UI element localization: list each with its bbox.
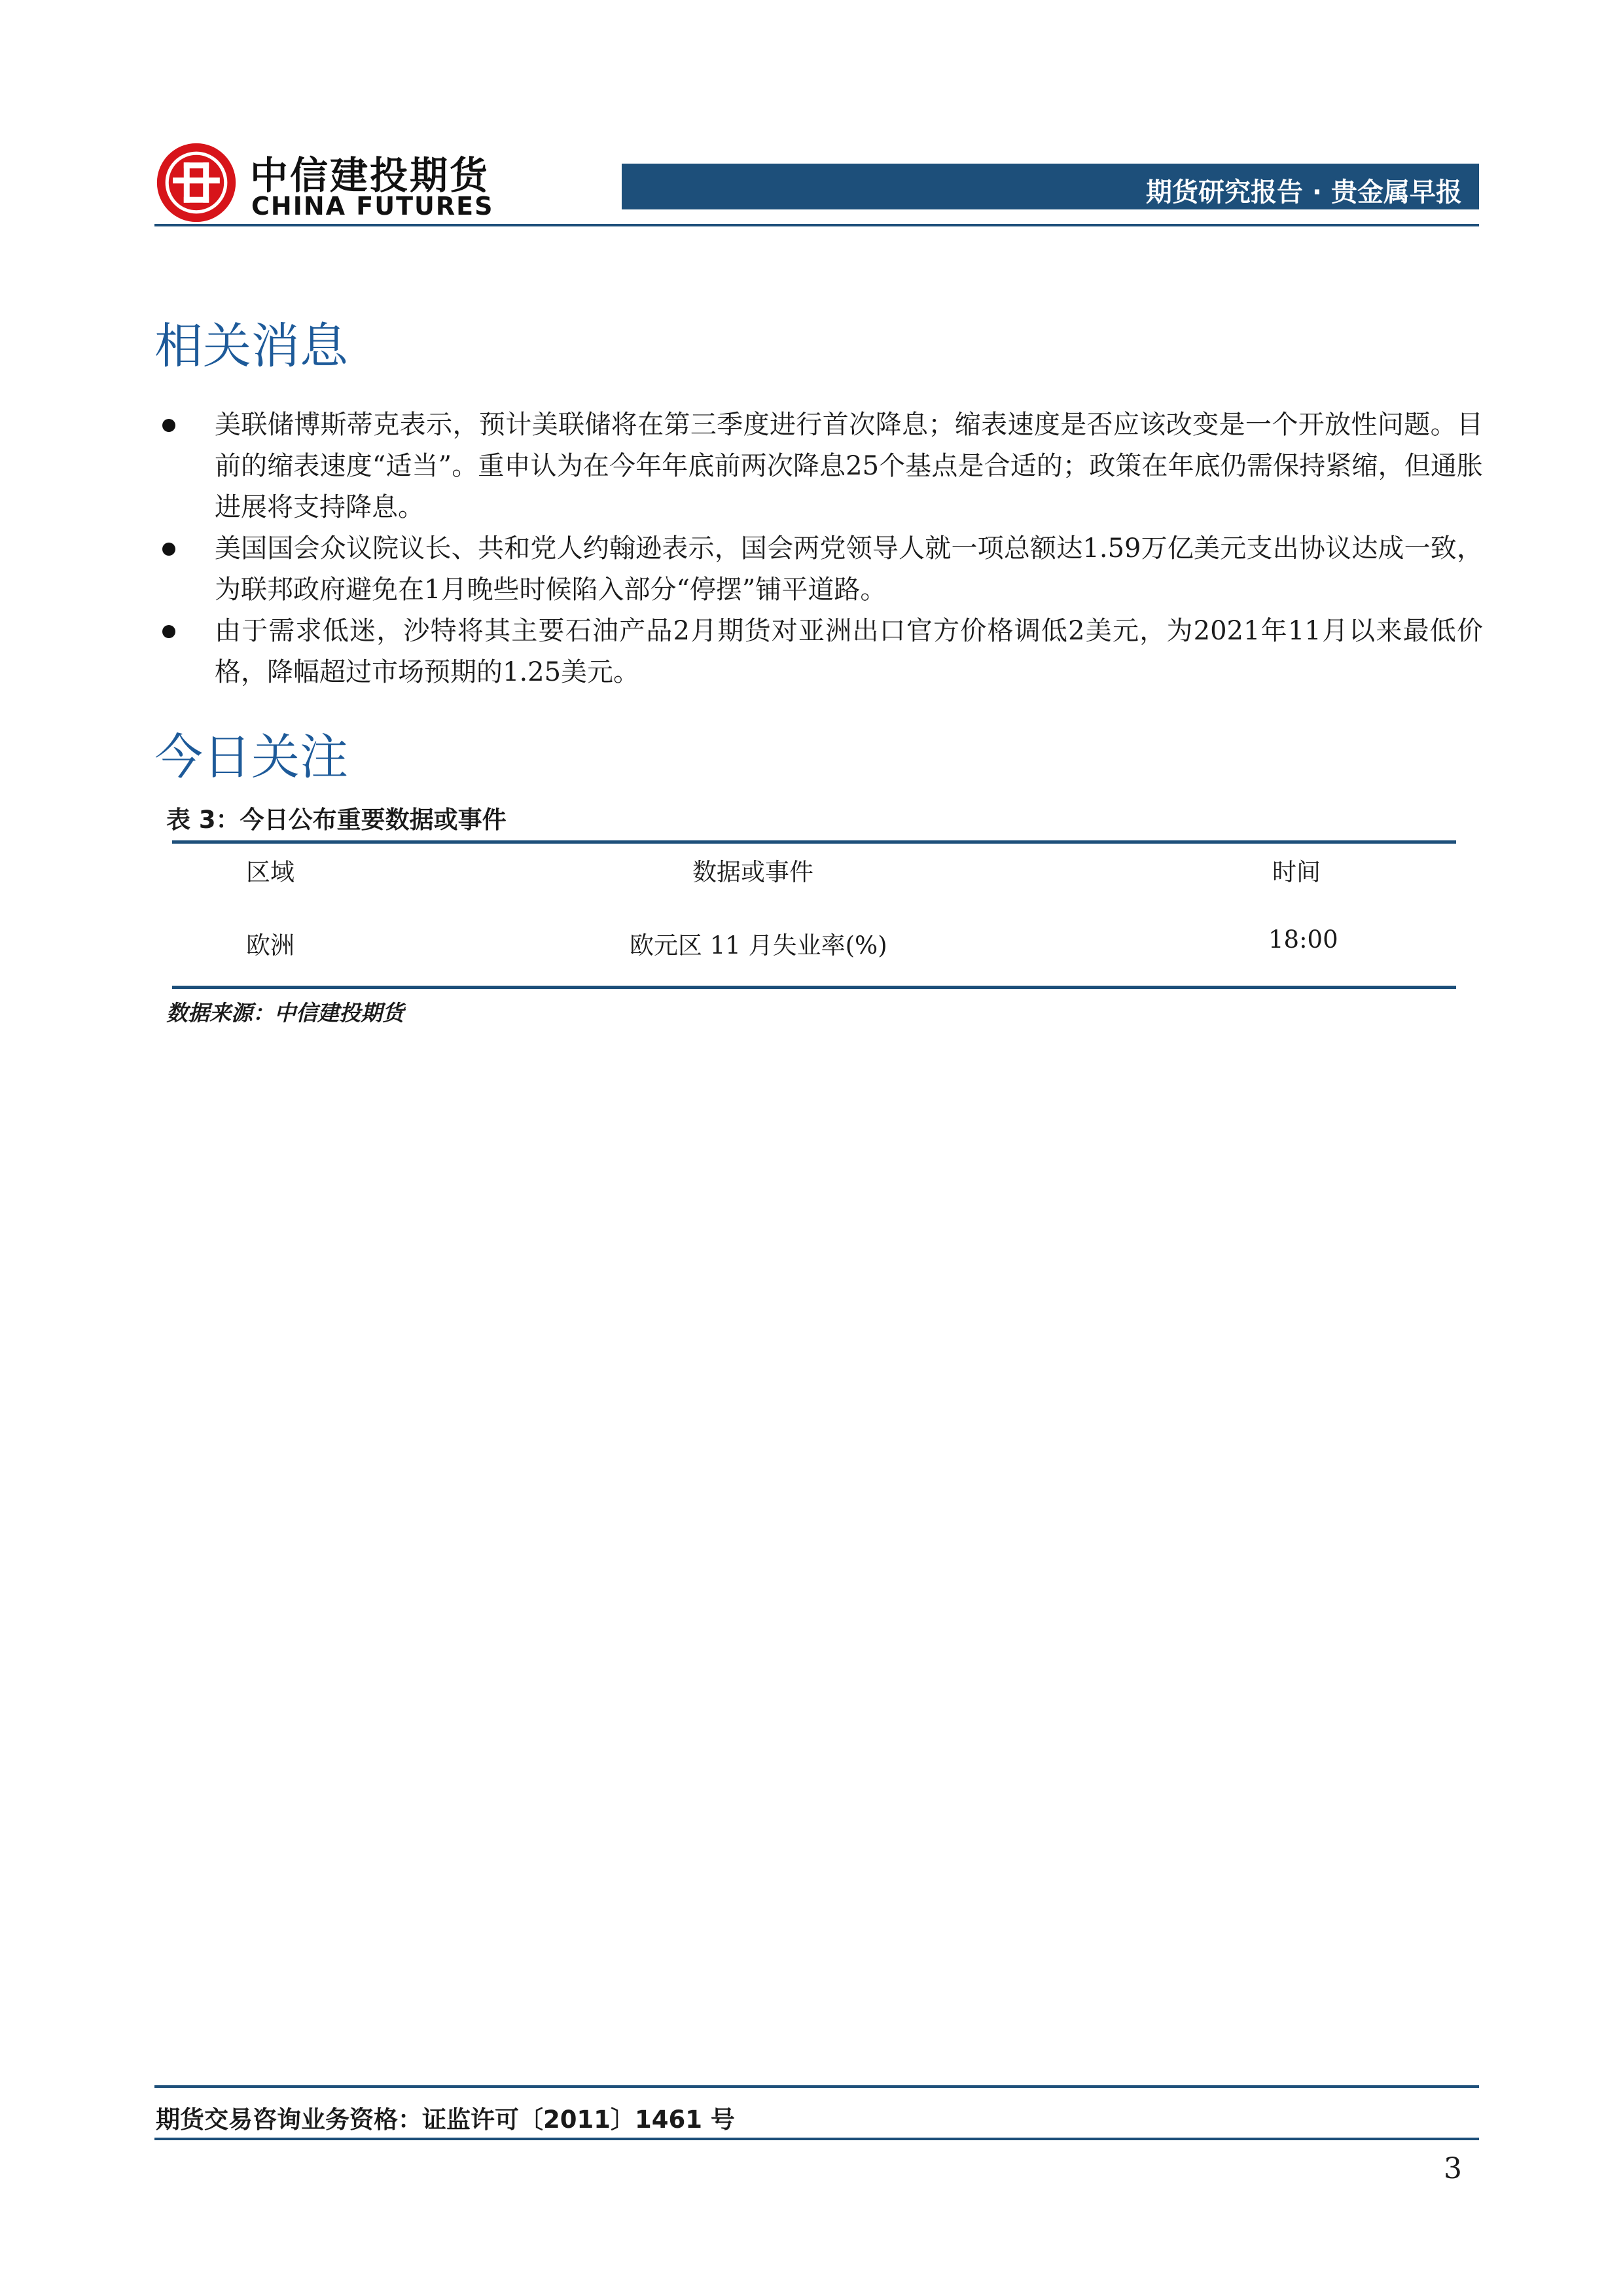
company-logo <box>154 141 521 226</box>
bullet-icon <box>162 625 175 638</box>
news-item-text: 美国国会众议院议长、共和党人约翰逊表示，国会两党领导人就一项总额达1.59万亿美元支出协议达成一致，为联邦政府避免在1月晚些时候陷入部分“停摆”铺平道路。 <box>215 533 1483 605</box>
report-title-bar <box>622 164 1479 209</box>
news-section-heading: 相关消息 <box>154 318 348 374</box>
news-list <box>154 404 1483 693</box>
table-header-event: 数据或事件 <box>692 858 813 886</box>
logo-english-name: CHINA FUTURES <box>251 192 494 221</box>
footer-divider-bottom <box>154 2138 1479 2140</box>
table-bottom-rule <box>172 986 1456 989</box>
bullet-icon <box>162 419 175 432</box>
news-item <box>154 528 1483 611</box>
page-number: 3 <box>1444 2152 1462 2185</box>
table-header-time: 时间 <box>1272 858 1321 886</box>
table-cell-event: 欧元区 11 月失业率(%) <box>630 931 887 960</box>
table-top-rule <box>172 840 1456 844</box>
bullet-icon <box>162 543 175 556</box>
table-cell-time: 18:00 <box>1268 925 1338 954</box>
footer-divider-top <box>154 2085 1479 2088</box>
table-source: 数据来源：中信建投期货 <box>166 1000 404 1026</box>
table-header-region: 区域 <box>246 858 294 886</box>
header-divider <box>154 224 1479 226</box>
report-title: 期货研究报告 · 贵金属早报 <box>1145 177 1462 207</box>
today-section-heading: 今日关注 <box>154 729 348 785</box>
footer-license: 期货交易咨询业务资格：证监许可〔2011〕1461 号 <box>156 2106 735 2134</box>
news-item <box>154 611 1483 693</box>
logo-chinese-name: 中信建投期货 <box>250 153 490 198</box>
news-item-text: 由于需求低迷，沙特将其主要石油产品2月期货对亚洲出口官方价格调低2美元，为2021年11月以来最低价格，降幅超过市场预期的1.25美元。 <box>215 616 1483 687</box>
citic-logo-icon <box>154 141 238 224</box>
table-cell-region: 欧洲 <box>246 931 294 960</box>
news-item <box>154 404 1483 528</box>
table-caption: 表 3：今日公布重要数据或事件 <box>166 806 507 834</box>
news-item-text: 美联储博斯蒂克表示，预计美联储将在第三季度进行首次降息；缩表速度是否应该改变是一个开放性问题。目前的缩表速度“适当”。重申认为在今年年底前两次降息25个基点是合适的；政策在年底仍需保持紧缩，但通胀进展将支持降息。 <box>215 410 1483 522</box>
